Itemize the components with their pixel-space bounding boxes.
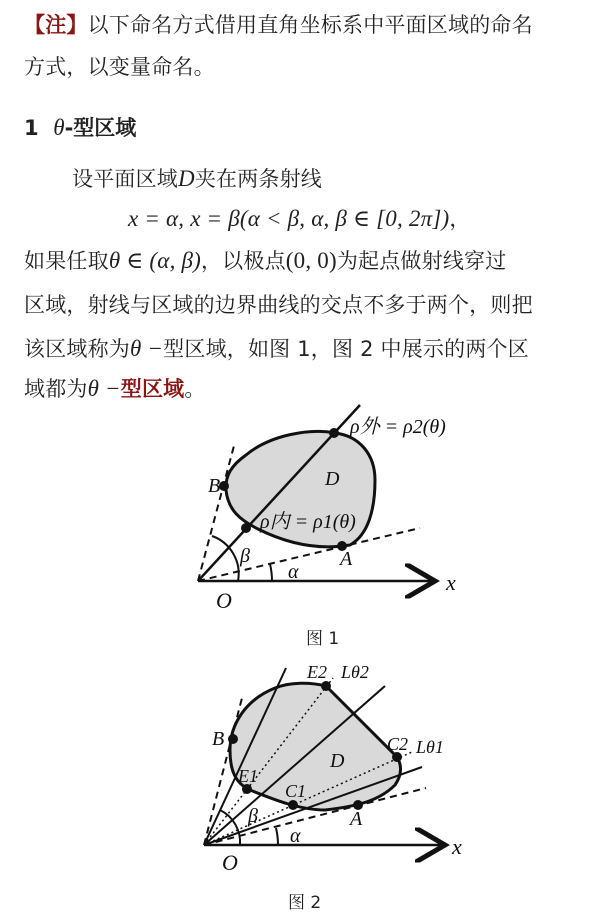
note-text-2: 方式，以变量命名。 xyxy=(24,55,215,79)
section-heading xyxy=(24,112,136,142)
label-B: B xyxy=(212,728,225,750)
text: 如果任取 xyxy=(24,249,109,273)
text: 区域，射线与区域的边界曲线的交点不多于两个，则把 xyxy=(24,293,533,317)
body-line-5 xyxy=(24,328,584,370)
text: ，以极点 xyxy=(200,249,286,273)
figure-1-caption: 图 1 xyxy=(306,629,340,649)
label-O: O xyxy=(216,588,232,613)
label-A: A xyxy=(350,808,363,830)
label-alpha: α xyxy=(290,825,301,847)
note-text-1: 以下命名方式借用直角坐标系中平面区域的命名 xyxy=(87,13,533,37)
label-x: x xyxy=(446,570,456,595)
label-E1: E1 xyxy=(238,766,258,786)
label-D: D xyxy=(325,468,340,490)
label-alpha: α xyxy=(288,561,299,583)
section-theta: θ xyxy=(53,115,65,140)
label-B: B xyxy=(208,475,221,497)
note-paragraph xyxy=(24,4,584,88)
body-line-4 xyxy=(24,284,584,326)
body-line-3 xyxy=(24,240,584,282)
text: 夹在两条射线 xyxy=(194,167,323,191)
text: 设平面区域 xyxy=(72,167,178,191)
body-line-1 xyxy=(72,158,600,200)
label-D: D xyxy=(330,750,345,772)
label-x: x xyxy=(452,834,462,859)
math-theta: θ − xyxy=(130,336,164,361)
label-beta: β xyxy=(240,545,250,567)
label-C2: C2 xyxy=(387,734,409,754)
label-C1: C1 xyxy=(285,781,307,801)
label-beta: β xyxy=(248,805,258,827)
label-O: O xyxy=(222,850,238,870)
label-rho-out: ρ外 = ρ2(θ) xyxy=(350,416,446,438)
figure-1 xyxy=(190,400,480,620)
section-title: -型区域 xyxy=(64,116,137,140)
label-E2: E2 xyxy=(307,662,327,682)
text: 为起点做射线穿过 xyxy=(336,249,507,273)
text: 型区域，如图 1，图 2 中展示的两个区 xyxy=(163,337,529,361)
math-origin: (0, 0) xyxy=(285,248,337,273)
section-number: 1 xyxy=(24,116,39,140)
highlight-term: 型区域 xyxy=(120,377,185,401)
figure-2 xyxy=(190,650,480,870)
figure-2-caption: 图 2 xyxy=(288,893,322,913)
label-L-theta1: Lθ1 xyxy=(416,737,444,757)
label-rho-in: ρ内 = ρ1(θ) xyxy=(260,511,356,533)
math-D: D xyxy=(178,166,195,191)
math-theta: θ − xyxy=(87,376,121,401)
text: 域都为 xyxy=(24,377,88,401)
text: 。 xyxy=(184,377,206,401)
text: 该区域称为 xyxy=(24,337,130,361)
formula: x = α, x = β(α < β, α, β ∈ [0, 2π]) xyxy=(128,206,450,231)
math-theta-range: θ ∈ (α, β) xyxy=(108,248,201,273)
formula-line xyxy=(128,198,600,240)
note-tag: 【注】 xyxy=(24,13,88,37)
text: ， xyxy=(449,207,471,231)
label-A: A xyxy=(340,548,353,570)
label-L-theta2: Lθ2 xyxy=(341,662,369,682)
